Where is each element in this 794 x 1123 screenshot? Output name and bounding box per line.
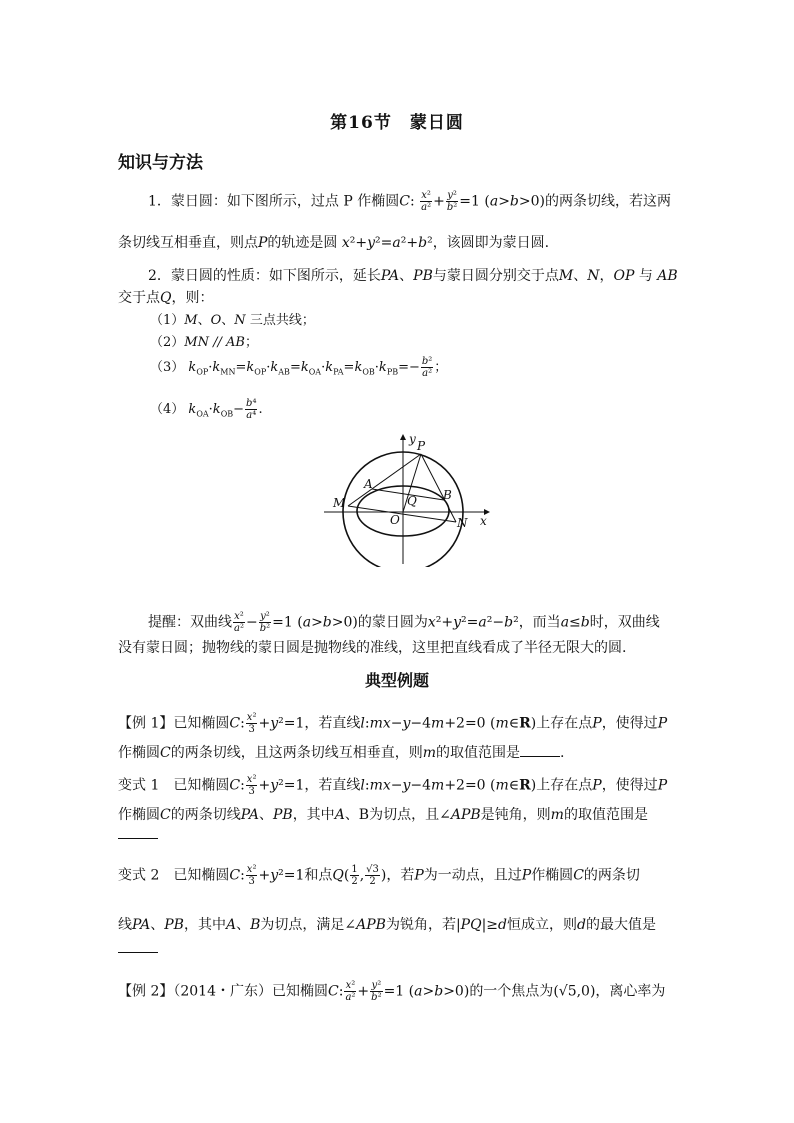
variant1-line2: 作椭圆C的两条切线PA、PB，其中A、B为切点，且∠APB是钝角，则m的取值范围是 xyxy=(118,807,648,823)
item2-text-d: ，则： xyxy=(171,290,214,306)
variant1-label: 变式 1 xyxy=(118,777,160,794)
variant2-line1: 变式 2 已知椭圆C: $\frac{\text{x²}}{3}$ +y²=1和点Q( $\frac{1}{2}$ , $\frac{√3}{2}$ )，若P为一动点，且过P作椭圆C的两条切 xyxy=(118,864,640,887)
tip-text-c: ，而当 xyxy=(518,614,561,631)
item2-text-a: 2．蒙日圆的性质：如下图所示，延长 xyxy=(148,268,381,284)
page-title: 第16节 蒙日圆 xyxy=(330,113,464,133)
example1-line1: 【例 1】已知椭圆C: $\frac{\text{x²}}{3}$ +y²=1，若直线l:mx−y−4m+2=0 (m∈R)上存在点P，使得过P xyxy=(118,712,668,735)
tip-line2: 没有蒙日圆；抛物线的蒙日圆是抛物线的准线，这里把直线看成了半径无限大的圆. xyxy=(118,640,627,656)
variant2-text-d: 为一动点，且过 xyxy=(423,867,522,884)
variant2-text-l: 的最大值是 xyxy=(585,917,656,933)
property-1: （1）M、O、N 三点共线； xyxy=(150,313,315,328)
item1-line1: 1．蒙日圆：如下图所示，过点 P 作椭圆C: $\frac{\text{x²}}{\text{a²}}$ + $\frac{\text{y²}}{\text{b²}}$ =1 (a>b>0)的两条切线，若这两 xyxy=(148,190,671,213)
item2-text-c: 交于点 xyxy=(118,290,160,306)
section-heading-knowledge: 知识与方法 xyxy=(118,153,203,173)
variant2-text-h: ，其中 xyxy=(183,917,226,933)
label-A: A xyxy=(364,477,373,491)
item1-text-e: ，该圆即为蒙日圆. xyxy=(432,235,550,251)
variant1-line1: 变式 1 已知椭圆C: $\frac{\text{x²}}{3}$ +y²=1，若直线l:mx−y−4m+2=0 (m∈R)上存在点P，使得过P xyxy=(118,774,668,797)
property-4: （4） $k_{OA}\cdot k_{OB}-$ $\frac{\text{b⁴}}{\text{a⁴}}$ . xyxy=(150,398,263,421)
example1-text-b: ，若直线 xyxy=(304,715,361,732)
label-B: B xyxy=(443,488,452,502)
line-MN xyxy=(348,506,456,522)
prop1-text: 三点共线； xyxy=(249,313,315,328)
variant1-text-c: 上存在点 xyxy=(536,777,593,794)
label-Q: Q xyxy=(407,494,417,508)
prop3-prefix: （3） xyxy=(150,360,185,375)
example2-label: 【例 2】 xyxy=(118,983,174,1000)
item1-text-c: 条切线互相垂直，则点 xyxy=(118,235,258,251)
variant2-line2: 线PA、PB，其中A、B为切点，满足∠APB为锐角，若|PQ|≥d恒成立，则d的最大值是 xyxy=(118,917,656,933)
answer-blank[interactable] xyxy=(118,952,158,953)
label-y: y xyxy=(409,432,416,446)
y-axis-arrow xyxy=(400,434,406,440)
example1-text-c: 上存在点 xyxy=(536,715,593,732)
label-N: N xyxy=(457,516,468,530)
variant1-text-a: 已知椭圆 xyxy=(173,777,230,794)
item2-line1: 2．蒙日圆的性质：如下图所示，延长PA、PB与蒙日圆分别交于点M、N，OP 与 AB xyxy=(148,268,678,284)
tip-text-d: 时，双曲线 xyxy=(589,614,660,631)
example2-text-b: 的一个焦点为 xyxy=(469,983,554,1000)
label-P: P xyxy=(417,439,426,453)
item2-line2: 交于点Q，则： xyxy=(118,290,214,306)
example1-text-a: 已知椭圆 xyxy=(173,715,230,732)
variant2-text-b: 和点 xyxy=(304,867,333,884)
item2-text-b: 与蒙日圆分别交于点 xyxy=(432,268,559,284)
variant2-text-i: 为切点，满足 xyxy=(260,917,345,933)
prop2-prefix: （2） xyxy=(150,335,185,350)
example1-text-g: 的取值范围是 xyxy=(436,745,520,761)
variant1-text-g: ，其中 xyxy=(292,807,335,823)
label-x: x xyxy=(480,514,487,528)
item1-text-b: 的两条切线，若这两 xyxy=(545,193,671,210)
variant1-text-j: 的取值范围是 xyxy=(563,807,648,823)
tip-text-b: 的蒙日圆为 xyxy=(357,614,428,631)
variant2-text-g: 线 xyxy=(118,917,132,933)
example1-text-e: 作椭圆 xyxy=(118,745,160,761)
monge-circle-figure xyxy=(320,432,500,567)
variant1-text-i: 是钝角，则 xyxy=(480,807,551,823)
label-O: O xyxy=(390,513,400,527)
variant1-text-b: ，若直线 xyxy=(304,777,361,794)
item1-line2: 条切线互相垂直，则点P的轨迹是圆 x²+y²=a²+b²，该圆即为蒙日圆. xyxy=(118,235,550,251)
example2-text-c: ，离心率为 xyxy=(595,983,666,1000)
variant2-text-j: 为锐角，若 xyxy=(385,917,456,933)
prop4-prefix: （4） xyxy=(150,402,185,417)
variant2-text-a: 已知椭圆 xyxy=(173,867,230,884)
variant2-text-e: 作椭圆 xyxy=(531,867,574,884)
prop1-prefix: （1） xyxy=(150,313,185,328)
example2-line1: 【例 2】（2014・广东）已知椭圆C: $\frac{\text{x²}}{\text{a²}}$ + $\frac{\text{y²}}{\text{b²}}$ =1 (a>b>0)的一个焦点为(√5,0)，离心率为 xyxy=(118,980,666,1003)
example2-text-a: 已知椭圆 xyxy=(272,983,328,1000)
tip-line1: 提醒：双曲线 $\frac{\text{x²}}{\text{a²}}$ − $\frac{\text{y²}}{\text{b²}}$ =1 (a>b>0)的蒙日圆为x²+y²=a²−b²，而当a≤b时，双曲线 xyxy=(148,611,660,634)
tip-text-a: 提醒：双曲线 xyxy=(148,614,232,631)
answer-blank[interactable] xyxy=(118,838,158,839)
property-2: （2）MN // AB； xyxy=(150,335,258,350)
variant2-text-c: ，若 xyxy=(386,867,415,884)
example1-text-f: 的两条切线，且这两条切线互相垂直，则 xyxy=(170,745,423,761)
example1-text-d: ，使得过 xyxy=(601,715,658,732)
example2-source: （2014・广东） xyxy=(173,983,272,1000)
example1-label: 【例 1】 xyxy=(118,715,174,732)
answer-blank[interactable] xyxy=(520,742,560,757)
label-M: M xyxy=(333,496,346,510)
variant2-label: 变式 2 xyxy=(118,867,160,884)
item1-text-a: 1．蒙日圆：如下图所示，过点 P 作椭圆 xyxy=(148,193,400,210)
property-3: （3） $k_{OP}\cdot k_{MN}=k_{OP}\cdot k_{AB}=k_{OA}\cdot k_{PA}=k_{OB}\cdot k_{PB}=-$ $\frac{\text{b²}}{\text{a²}}$ ； xyxy=(150,356,448,379)
prop2-text: MN // AB xyxy=(184,335,245,350)
examples-heading: 典型例题 xyxy=(364,671,429,690)
variant2-text-f: 的两条切 xyxy=(583,867,640,884)
variant1-text-e: 作椭圆 xyxy=(118,807,160,823)
example1-line2: 作椭圆C的两条切线，且这两条切线互相垂直，则m的取值范围是 . xyxy=(118,742,564,764)
variant1-text-f: 的两条切线 xyxy=(170,807,241,823)
item1-text-d: 的轨迹是圆 xyxy=(267,235,338,251)
variant2-text-k: 恒成立，则 xyxy=(507,917,577,933)
variant1-text-d: ，使得过 xyxy=(601,777,658,794)
variant1-text-h: 为切点，且 xyxy=(369,807,440,823)
